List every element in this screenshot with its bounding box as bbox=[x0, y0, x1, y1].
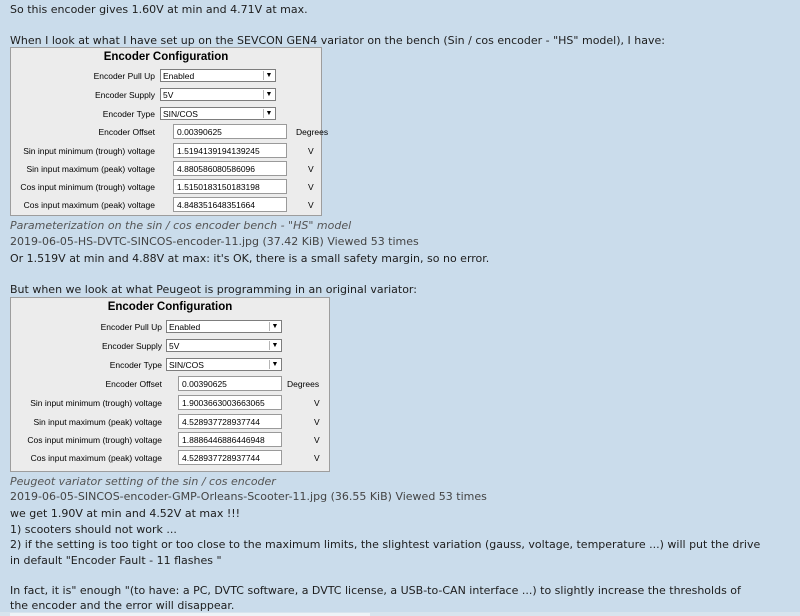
encoder-pullup-row bbox=[11, 319, 329, 337]
encoder-pullup-select[interactable] bbox=[160, 69, 276, 82]
encoder-offset-label: Encoder Offset bbox=[98, 127, 155, 137]
attachment-file-info[interactable]: 2019-06-05-HS-DVTC-SINCOS-encoder-11.jpg (37.42 KiB) Viewed 53 times bbox=[10, 235, 419, 248]
encoder-config-title: Encoder Configuration bbox=[103, 51, 229, 63]
cos-min-row bbox=[11, 432, 329, 450]
degrees-unit: Degrees bbox=[287, 379, 320, 389]
volt-unit: V bbox=[308, 200, 314, 210]
chevron-down-icon: ▼ bbox=[263, 109, 274, 118]
chevron-down-icon: ▼ bbox=[269, 360, 280, 369]
post-text-line: 2) if the setting is too tight or too close to the maximum limits, the slightest variation (gauss, voltage, temperature ...) will put the drive bbox=[10, 538, 761, 551]
cos-min-field[interactable]: 1.8886446886446948 bbox=[178, 432, 282, 447]
attachment-caption: Peugeot variator setting of the sin / cos encoder bbox=[10, 475, 276, 488]
encoder-offset-field[interactable]: 0.00390625 bbox=[173, 124, 287, 139]
encoder-offset-row bbox=[11, 124, 329, 142]
encoder-type-row bbox=[11, 357, 329, 375]
sin-min-label: Sin input minimum (trough) voltage bbox=[30, 398, 162, 408]
volt-unit: V bbox=[314, 453, 320, 463]
encoder-offset-label: Encoder Offset bbox=[105, 379, 162, 389]
encoder-type-row bbox=[11, 106, 321, 124]
cos-max-label: Cos input maximum (peak) voltage bbox=[30, 453, 162, 463]
encoder-type-value: SIN/COS bbox=[169, 360, 204, 370]
cos-max-label: Cos input maximum (peak) voltage bbox=[23, 200, 155, 210]
encoder-supply-label: Encoder Supply bbox=[94, 90, 155, 100]
volt-unit: V bbox=[308, 182, 314, 192]
encoder-pullup-select[interactable] bbox=[166, 320, 282, 333]
sin-min-label: Sin input minimum (trough) voltage bbox=[23, 146, 155, 156]
encoder-supply-select[interactable] bbox=[160, 88, 276, 101]
sin-min-row bbox=[11, 395, 329, 413]
encoder-supply-row bbox=[11, 338, 329, 356]
encoder-pullup-value: Enabled bbox=[163, 71, 195, 81]
sin-max-row bbox=[11, 161, 321, 179]
encoder-supply-value: 5V bbox=[163, 90, 174, 100]
chevron-down-icon: ▼ bbox=[263, 90, 274, 99]
horizontal-scrollbar[interactable] bbox=[0, 612, 800, 616]
sin-max-label: Sin input maximum (peak) voltage bbox=[26, 164, 155, 174]
post-text-line: But when we look at what Peugeot is programming in an original variator: bbox=[10, 283, 417, 296]
encoder-supply-label: Encoder Supply bbox=[101, 341, 162, 351]
cos-min-label: Cos input minimum (trough) voltage bbox=[20, 182, 155, 192]
cos-max-field[interactable]: 4.528937728937744 bbox=[178, 450, 282, 465]
volt-unit: V bbox=[314, 435, 320, 445]
encoder-type-label: Encoder Type bbox=[109, 360, 162, 370]
post-text-line: in default "Encoder Fault - 11 flashes " bbox=[10, 554, 222, 567]
encoder-type-select[interactable] bbox=[160, 107, 276, 120]
sin-max-field[interactable]: 4.880586080586096 bbox=[173, 161, 287, 176]
encoder-config-title: Encoder Configuration bbox=[107, 301, 233, 313]
cos-min-field[interactable]: 1.5150183150183198 bbox=[173, 179, 287, 194]
cos-max-row bbox=[11, 197, 321, 215]
encoder-offset-field[interactable]: 0.00390625 bbox=[178, 376, 282, 391]
post-text-line: we get 1.90V at min and 4.52V at max !!! bbox=[10, 507, 241, 520]
cos-max-row bbox=[11, 450, 329, 468]
encoder-supply-row bbox=[11, 87, 321, 105]
degrees-unit: Degrees bbox=[296, 127, 329, 137]
post-text-line: the encoder and the error will disappear. bbox=[10, 599, 235, 612]
encoder-pullup-value: Enabled bbox=[169, 322, 201, 332]
encoder-pullup-row bbox=[11, 68, 321, 86]
sin-min-row bbox=[11, 143, 321, 161]
encoder-supply-value: 5V bbox=[169, 341, 180, 351]
encoder-type-select[interactable] bbox=[166, 358, 282, 371]
sin-max-row bbox=[11, 414, 329, 432]
post-text-line: Or 1.519V at min and 4.88V at max: it's OK, there is a small safety margin, so no error. bbox=[10, 252, 490, 265]
post-text-line: When I look at what I have set up on the SEVCON GEN4 variator on the bench (Sin / cos encoder - "HS" model), I have: bbox=[10, 34, 665, 47]
volt-unit: V bbox=[314, 417, 320, 427]
encoder-supply-select[interactable] bbox=[166, 339, 282, 352]
attachment-caption: Parameterization on the sin / cos encoder bench - "HS" model bbox=[10, 219, 352, 232]
volt-unit: V bbox=[308, 164, 314, 174]
encoder-type-value: SIN/COS bbox=[163, 109, 198, 119]
volt-unit: V bbox=[314, 398, 320, 408]
sin-min-field[interactable]: 1.9003663003663065 bbox=[178, 395, 282, 410]
encoder-pullup-label: Encoder Pull Up bbox=[100, 322, 162, 332]
chevron-down-icon: ▼ bbox=[269, 322, 280, 331]
chevron-down-icon: ▼ bbox=[263, 71, 274, 80]
sin-max-field[interactable]: 4.528937728937744 bbox=[178, 414, 282, 429]
sin-max-label: Sin input maximum (peak) voltage bbox=[33, 417, 162, 427]
encoder-type-label: Encoder Type bbox=[102, 109, 155, 119]
sin-min-field[interactable]: 1.5194139194139245 bbox=[173, 143, 287, 158]
post-text-line: So this encoder gives 1.60V at min and 4.71V at max. bbox=[10, 3, 308, 16]
post-text-line: 1) scooters should not work ... bbox=[10, 523, 177, 536]
cos-min-row bbox=[11, 179, 321, 197]
encoder-config-screenshot[interactable] bbox=[10, 297, 330, 472]
post-text-line: In fact, it is" enough "(to have: a PC, DVTC software, a DVTC license, a USB-to-CAN interface ...) to slightly increase the thresholds of bbox=[10, 584, 741, 597]
encoder-config-screenshot[interactable] bbox=[10, 47, 329, 216]
chevron-down-icon: ▼ bbox=[269, 341, 280, 350]
volt-unit: V bbox=[308, 146, 314, 156]
encoder-offset-row bbox=[11, 376, 329, 394]
cos-min-label: Cos input minimum (trough) voltage bbox=[27, 435, 162, 445]
cos-max-field[interactable]: 4.848351648351664 bbox=[173, 197, 287, 212]
attachment-file-info[interactable]: 2019-06-05-SINCOS-encoder-GMP-Orleans-Scooter-11.jpg (36.55 KiB) Viewed 53 times bbox=[10, 490, 487, 503]
encoder-pullup-label: Encoder Pull Up bbox=[93, 71, 155, 81]
